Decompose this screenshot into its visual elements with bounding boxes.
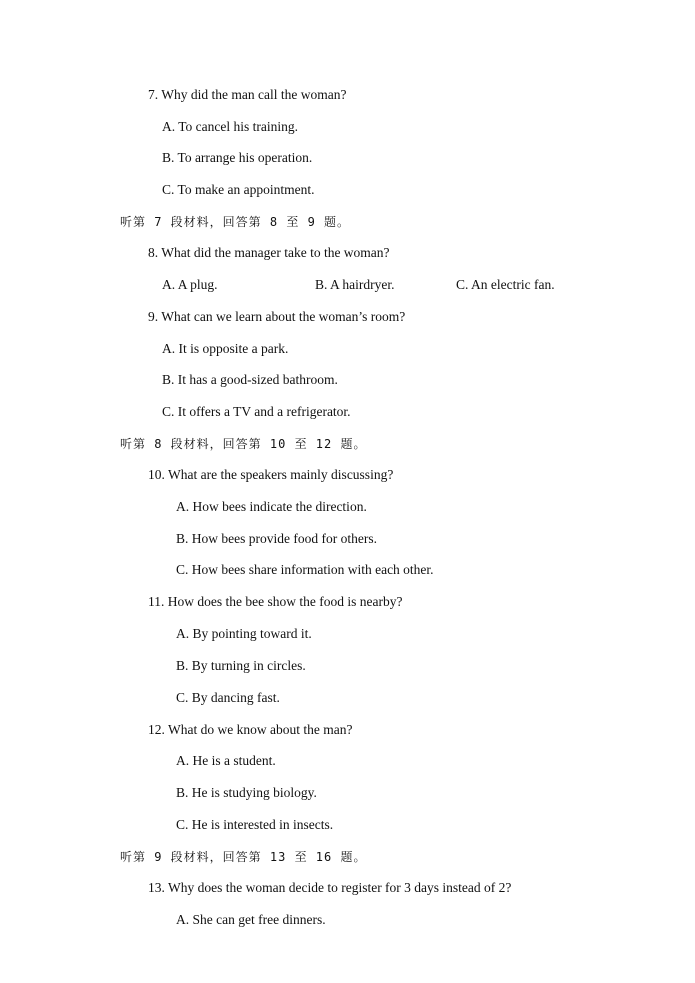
question-8-stem: 8. What did the manager take to the woman? [148, 245, 390, 260]
question-9-option-c: C. It offers a TV and a refrigerator. [162, 404, 351, 419]
question-9-option-b: B. It has a good-sized bathroom. [162, 372, 338, 387]
question-10-option-b: B. How bees provide food for others. [176, 531, 377, 546]
question-10-option-c: C. How bees share information with each other. [176, 562, 434, 577]
question-7-stem: 7. Why did the man call the woman? [148, 87, 347, 102]
question-12-option-b: B. He is studying biology. [176, 785, 317, 800]
question-13-stem: 13. Why does the woman decide to register for 3 days instead of 2? [148, 880, 512, 895]
section-heading-8: 听第 8 段材料，回答第 10 至 12 题。 [120, 437, 367, 451]
question-12-option-c: C. He is interested in insects. [176, 817, 334, 832]
question-7-option-a: A. To cancel his training. [162, 119, 299, 134]
question-11-option-c: C. By dancing fast. [176, 690, 280, 705]
question-9-stem: 9. What can we learn about the woman’s room? [148, 309, 406, 324]
question-10-stem: 10. What are the speakers mainly discussing? [148, 467, 394, 482]
question-8-option-b: B. A hairdryer. [315, 277, 395, 292]
section-heading-9: 听第 9 段材料，回答第 13 至 16 题。 [120, 850, 367, 864]
question-7-option-b: B. To arrange his operation. [162, 150, 313, 165]
question-11-stem: 11. How does the bee show the food is nearby? [148, 594, 403, 609]
question-10-option-a: A. How bees indicate the direction. [176, 499, 367, 514]
question-9-option-a: A. It is opposite a park. [162, 341, 289, 356]
question-8-option-a: A. A plug. [162, 277, 218, 292]
section-heading-7: 听第 7 段材料，回答第 8 至 9 题。 [120, 215, 351, 229]
question-7-option-c: C. To make an appointment. [162, 182, 315, 197]
question-12-option-a: A. He is a student. [176, 753, 276, 768]
question-8-option-c: C. An electric fan. [456, 277, 555, 292]
question-12-stem: 12. What do we know about the man? [148, 722, 353, 737]
question-13-option-a: A. She can get free dinners. [176, 912, 326, 927]
question-11-option-b: B. By turning in circles. [176, 658, 306, 673]
question-11-option-a: A. By pointing toward it. [176, 626, 312, 641]
